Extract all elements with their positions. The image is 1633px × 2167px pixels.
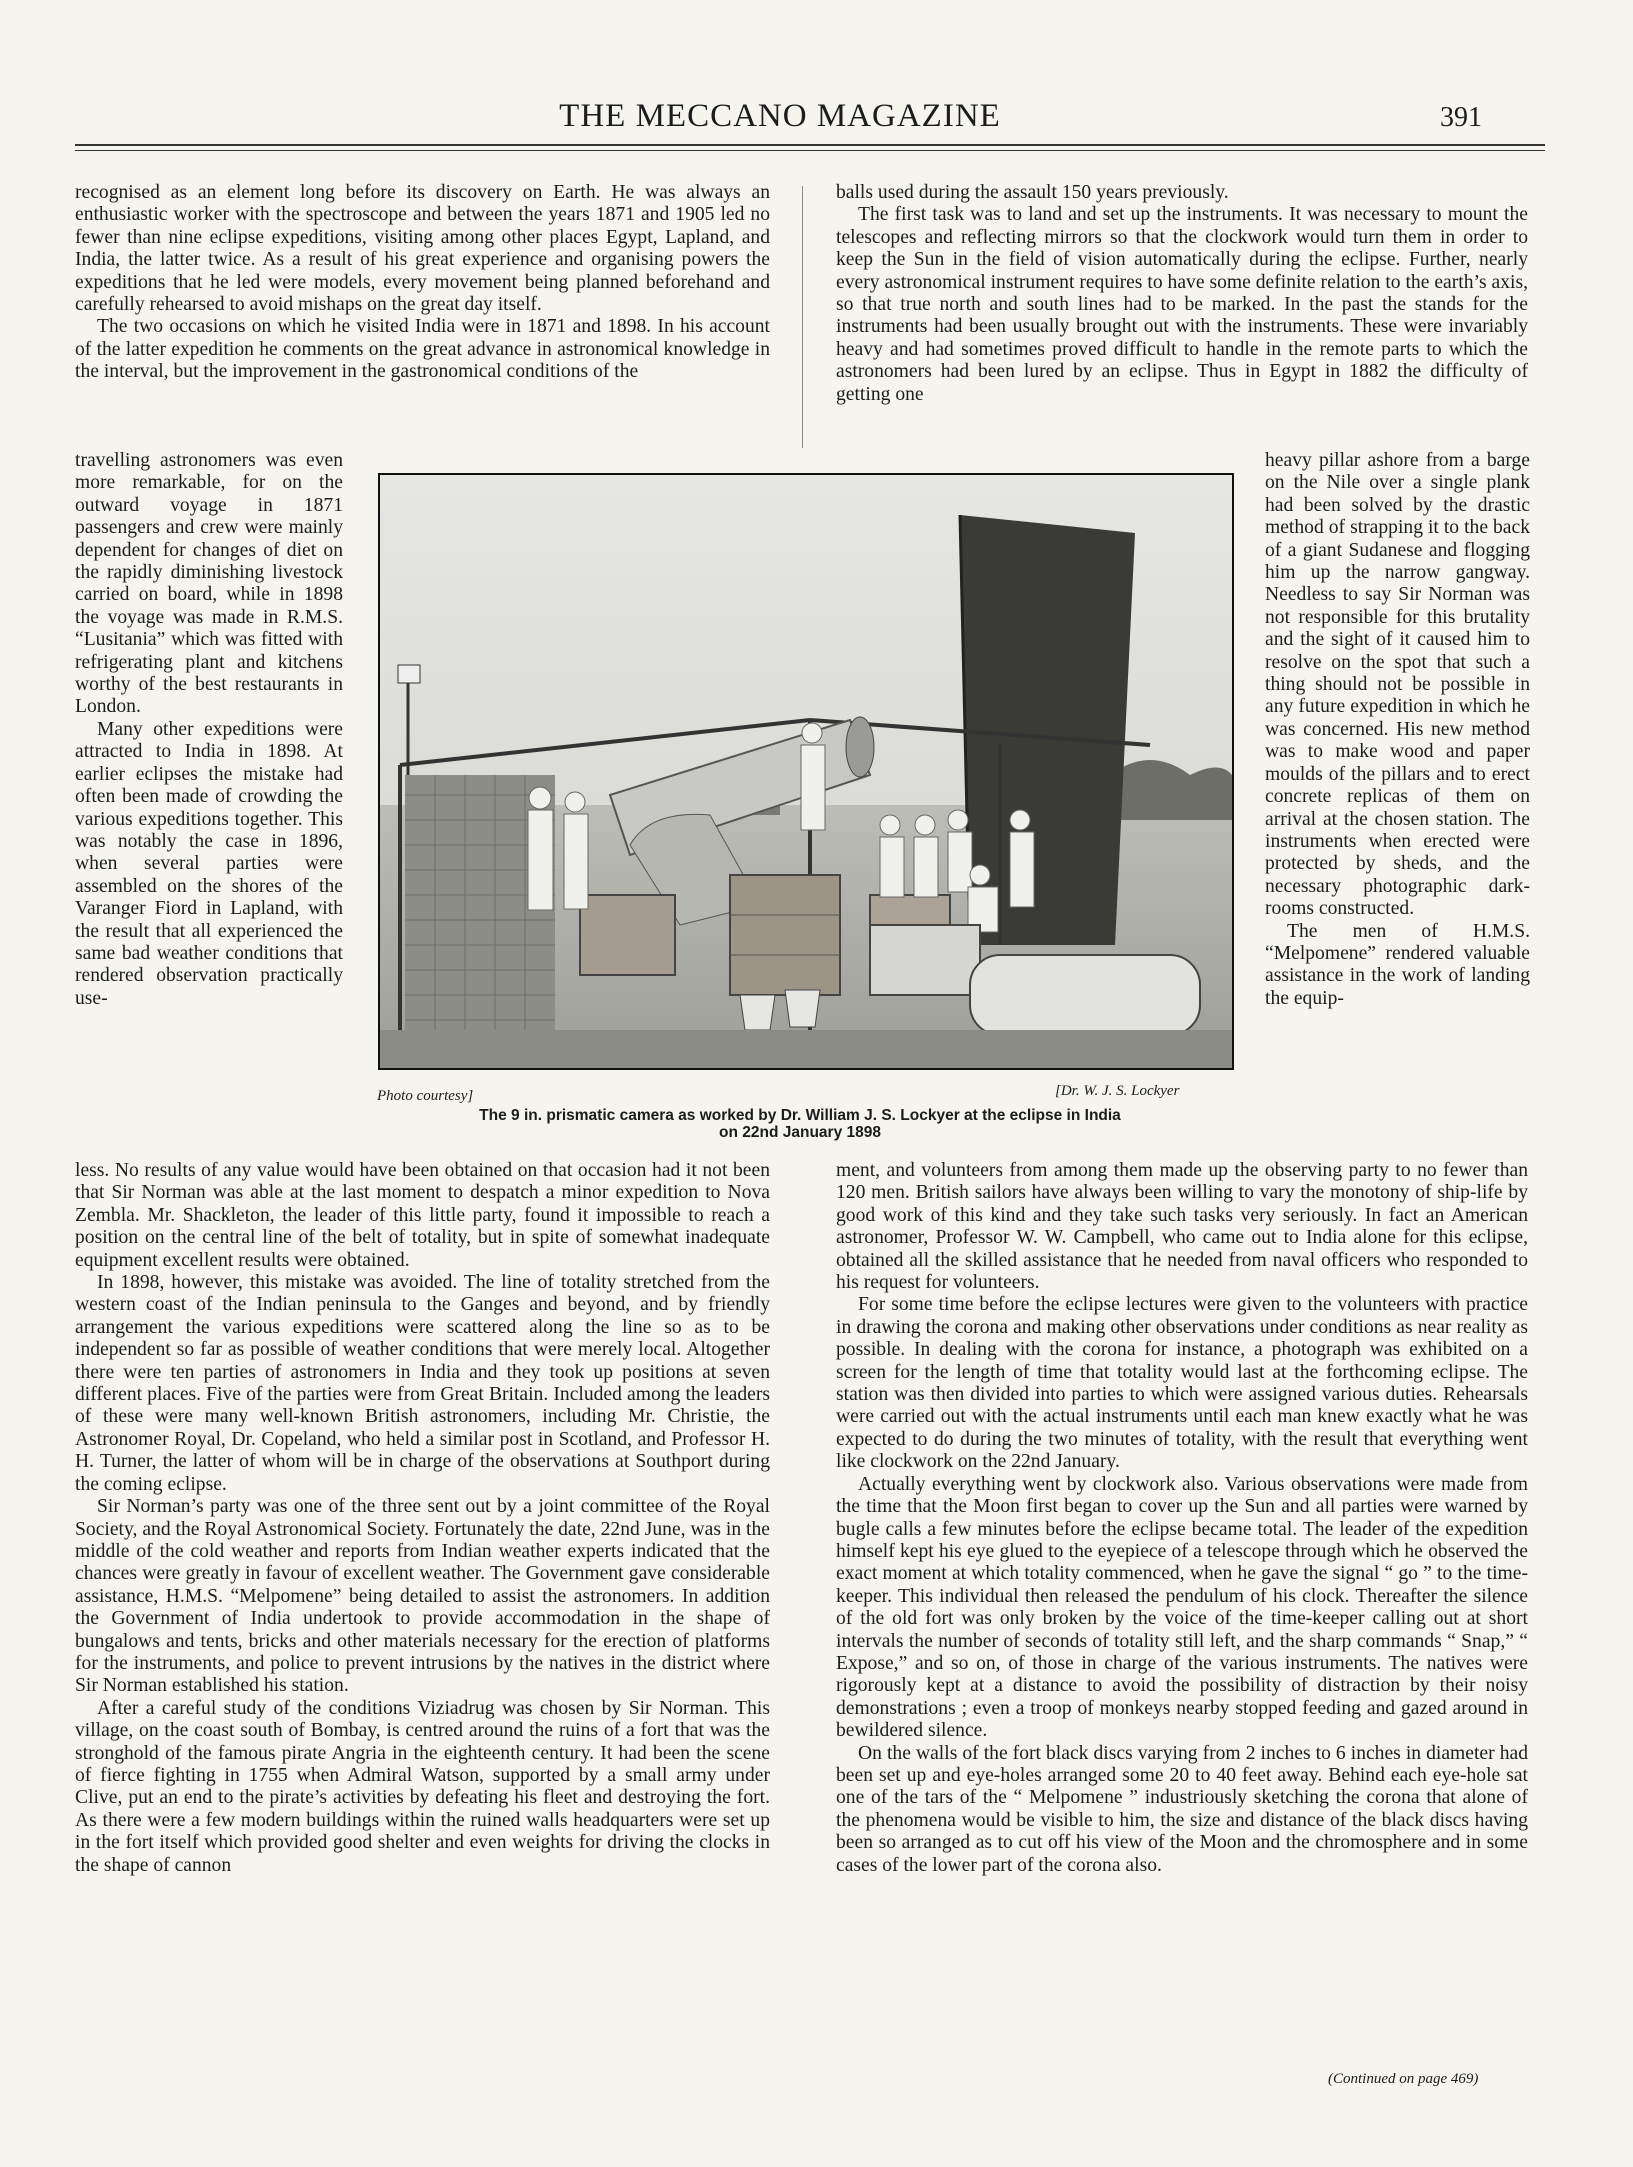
right-column-bottom (836, 1160, 1528, 2080)
paragraph: recognised as an element long before its discovery on Earth. He was always an enthusiastic worker with the spectroscope and between the years 1871 and 1905 led no fewer than nine eclipse expeditions, visiting among other places Egypt, Lapland, and India, the latter twice. As a result of his great experience and organising powers the expeditions that he led were models, every movement being planned beforehand and carefully rehearsed to avoid mishaps on the great day itself. (75, 182, 770, 316)
left-column-bottom (75, 1160, 770, 2100)
photo-caption (370, 1107, 1230, 1141)
paragraph: ment, and volunteers from among them made up the observing party to no fewer than 120 men. British sailors have always been willing to vary the monotony of ship-life by good work of this kind and they take such tasks very seriously. In fact an American astronomer, Professor W. W. Campbell, who came out to India alone for this eclipse, obtained all the skilled assistance that he needed from naval officers who responded to his request for volunteers. (836, 1160, 1528, 1294)
right-column-narrow (1265, 450, 1530, 1160)
paragraph: The first task was to land and set up the instruments. It was necessary to mount the telescopes and reflecting mirrors so that the clockwork would turn them in order to keep the Sun in the field of vision automatically during the eclipse. Further, nearly every astronomical instrument requires to have some definite relation to the earth’s axis, so that true north and south lines had to be marked. In the past the stands for the instruments had been usually brought out with the instruments. These were invariably heavy and had sometimes proved difficult to handle in the remote parts to which the astronomers had been lured by an eclipse. Thus in Egypt in 1882 the difficulty of getting one (836, 204, 1528, 405)
caption-line: on 22nd January 1898 (719, 1124, 881, 1141)
left-column-narrow (75, 450, 343, 1160)
caption-line: The 9 in. prismatic camera as worked by Dr. William J. S. Lockyer at the eclipse in India (479, 1107, 1121, 1124)
right-column-top (836, 182, 1528, 450)
column-divider (802, 186, 803, 448)
paragraph: On the walls of the fort black discs varying from 2 inches to 6 inches in diameter had been set up and eye-holes arranged some 20 to 40 feet away. Behind each eye-hole sat one of the tars of the “ Melpomene ” industriously sketching the corona that alone of the phenomena would be visible to him, the size and distance of the black discs having been so arranged as to cut off his view of the Moon and the chromosphere and in some cases of the lower part of the corona also. (836, 1742, 1528, 1876)
paragraph: Many other expeditions were attracted to India in 1898. At earlier eclipses the mistake had often been made of crowding the various expeditions together. This was notably the case in 1896, when several parties were assembled on the shores of the Varanger Fiord in Lapland, with the result that all experienced the same bad weather conditions that rendered observation practically use- (75, 718, 343, 1009)
magazine-title: THE MECCANO MAGAZINE (559, 98, 1001, 134)
header-rule (75, 144, 1545, 146)
page-number: 391 (1440, 102, 1482, 133)
header-rule-thin (75, 150, 1545, 151)
paragraph: Actually everything went by clockwork also. Various observations were made from the time that the Moon first began to cover up the Sun and all parties were warned by bugle calls a few minutes before the eclipse became total. The leader of the expedition himself kept his eye glued to the eyepiece of a telescope through which he observed the exact moment at which totality commenced, when he gave the signal “ go ” to the time-keeper. This individual then released the pendulum of his clock. Thereafter the silence of the old fort was only broken by the voice of the time-keeper calling out at short intervals the number of seconds of totality still left, and the sharp commands “ Snap,” “ Expose,” and so on, of those in charge of the various instruments. The natives were rigorously kept at a distance to avoid the possibility of distraction by their noisy demonstrations ; even a troop of monkeys nearby stopped feeding and gazed around in bewildered silence. (836, 1473, 1528, 1742)
paragraph: balls used during the assault 150 years previously. (836, 182, 1229, 203)
photo-credit-right: [Dr. W. J. S. Lockyer (1055, 1083, 1180, 1099)
paragraph: After a careful study of the conditions Viziadrug was chosen by Sir Norman. This village, on the coast south of Bombay, is centred around the ruins of a fort that was the stronghold of the famous pirate Angria in the eighteenth century. It had been the scene of fierce fighting in 1755 when Admiral Watson, supported by a small army under Clive, put an end to the pirate’s activities by defeating his fleet and destroying the fort. As there were a few modern buildings within the ruined walls headquarters were set up in the fort itself which provided good shelter and even weights for driving the clocks in the shape of cannon (75, 1697, 770, 1876)
eclipse-camera-photo (378, 473, 1234, 1070)
photo-illustration (380, 475, 1232, 1068)
paragraph: Sir Norman’s party was one of the three sent out by a joint committee of the Royal Society, and the Royal Astronomical Society. Fortunately the date, 22nd June, was in the middle of the cold weather and reports from Indian weather experts indicated that the chances were greatly in favour of excellent weather. The Government gave considerable assistance, H.M.S. “Melpomene” being detailed to assist the astronomers. In addition the Government of India undertook to provide accommodation in the shape of bungalows and tents, bricks and other materials necessary for the erection of platforms for the instruments, and police to prevent intrusions by the natives in the district where Sir Norman established his station. (75, 1496, 770, 1697)
paragraph: The two occasions on which he visited India were in 1871 and 1898. In his account of the latter expedition he comments on the great advance in astronomical knowledge in the interval, but the improvement in the gastronomical conditions of the (75, 316, 770, 383)
paragraph: In 1898, however, this mistake was avoided. The line of totality stretched from the western coast of the Indian peninsula to the Ganges and beyond, and by friendly arrangement the various expeditions were scattered along the line so as to be independent so far as possible of weather conditions that were merely local. Altogether there were ten parties of astronomers in India and they took up positions at seven different places. Five of the parties were from Great Britain. Included among the leaders of these were many well-known British astronomers, including Mr. Christie, the Astronomer Royal, Dr. Copeland, who held a similar post in Scotland, and Professor H. H. Turner, the latter of whom will be in charge of the observations at Southport during the coming eclipse. (75, 1272, 770, 1495)
paragraph: For some time before the eclipse lectures were given to the volunteers with practice in drawing the corona and making other observations under conditions as near reality as possible. In dealing with the corona for instance, a photograph was exhibited on a screen for the length of time that totality would last at the forthcoming eclipse. The station was then divided into parties to which were assigned various duties. Rehearsals were carried out with the actual instruments until each man knew exactly what he was expected to do during the two minutes of totality, with the result that everything went like clockwork on the 22nd January. (836, 1294, 1528, 1473)
continued-note: (Continued on page 469) (1328, 2071, 1479, 2087)
paragraph: less. No results of any value would have been obtained on that occasion had it not been that Sir Norman was able at the last moment to despatch a minor expedition to Nova Zembla. Mr. Shackleton, the leader of this little party, found it impossible to reach a position on the central line of the belt of totality, but in spite of somewhat inadequate equipment excellent results were obtained. (75, 1160, 770, 1271)
paragraph: travelling astronomers was even more remarkable, for on the outward voyage in 1871 passengers and crew were mainly dependent for changes of diet on the rapidly diminishing livestock carried on board, while in 1898 the voyage was made in R.M.S. “Lusitania” which was fitted with refrigerating plant and kitchens worthy of the best restaurants in London. (75, 450, 343, 718)
paragraph: heavy pillar ashore from a barge on the Nile over a single plank had been solved by the drastic method of strapping it to the back of a giant Sudanese and flogging him up the narrow gangway. Needless to say Sir Norman was not responsible for this brutality and the sight of it caused him to resolve on the spot that such a thing should not be possible in any future expedition in which he was concerned. His new method was to make wood and paper moulds of the pillars and to erect concrete replicas of them on arrival at the chosen station. The instruments when erected were protected by sheds, and the necessary photographic dark-rooms constructed. (1265, 450, 1530, 920)
left-column-top (75, 182, 770, 450)
photo-credit-left: Photo courtesy] (377, 1088, 474, 1104)
paragraph: The men of H.M.S. “Melpomene” rendered valuable assistance in the work of landing the equip- (1265, 920, 1530, 1009)
